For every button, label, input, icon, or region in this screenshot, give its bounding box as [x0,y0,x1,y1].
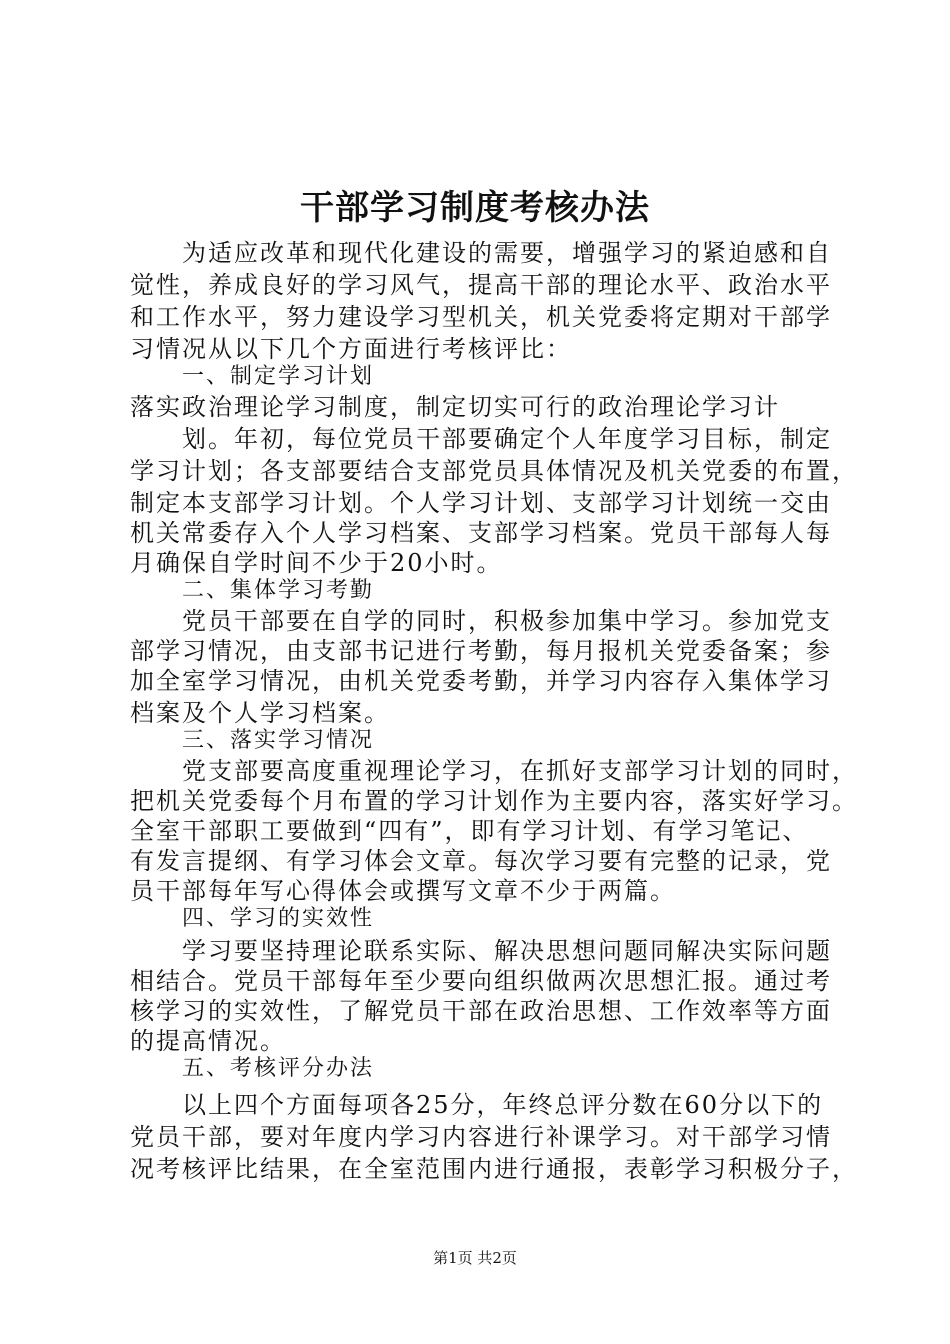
body-line: 落实政治理论学习制度，制定切实可行的政治理论学习计 [130,393,780,421]
document-title: 干部学习制度考核办法 [300,188,650,228]
section-heading: 一、制定学习计划 [182,364,375,389]
body-line: 有发言提纲、有学习体会文章。每次学习要有完整的记录，党 [130,847,832,875]
body-line: 况考核评比结果，在全室范围内进行通报，表彰学习积极分子， [130,1155,858,1183]
body-line: 部学习情况，由支部书记进行考勤，每月报机关党委备案；参 [130,637,832,665]
body-line: 档案及个人学习档案。 [130,699,390,727]
section-heading: 五、考核评分办法 [182,1056,375,1081]
body-line: 员干部每年写心得体会或撰写文章不少于两篇。 [130,877,676,905]
body-line: 相结合。党员干部每年至少要向组织做两次思想汇报。通过考 [130,967,832,995]
body-line: 核学习的实效性，了解党员干部在政治思想、工作效率等方面 [130,997,832,1025]
page-number: 第1页 共2页 [433,1249,517,1267]
body-line: 月确保自学时间不少于20小时。 [130,549,503,577]
body-line: 觉性，养成良好的学习风气，提高干部的理论水平、政治水平 [130,271,832,299]
body-line: 的提高情况。 [130,1027,286,1055]
body-line: 学习计划；各支部要结合支部党员具体情况及机关党委的布置， [130,457,858,485]
body-line: 加全室学习情况，由机关党委考勤，并学习内容存入集体学习 [130,667,832,695]
body-line: 为适应改革和现代化建设的需要，增强学习的紧迫感和自 [182,239,832,267]
body-line: 党员干部要在自学的同时，积极参加集中学习。参加党支 [182,607,832,635]
body-line: 制定本支部学习计划。个人学习计划、支部学习计划统一交由 [130,489,832,517]
body-line: 以上四个方面每项各25分，年终总评分数在60分以下的 [182,1091,824,1119]
body-line: 党支部要高度重视理论学习，在抓好支部学习计划的同时， [182,757,858,785]
body-line: 习情况从以下几个方面进行考核评比： [130,335,572,363]
body-line: 全室干部职工要做到“四有”，即有学习计划、有学习笔记、 [130,817,809,845]
section-heading: 三、落实学习情况 [182,728,375,753]
body-line: 机关常委存入个人学习档案、支部学习档案。党员干部每人每 [130,519,832,547]
body-line: 党员干部，要对年度内学习内容进行补课学习。对干部学习情 [130,1123,832,1151]
body-line: 把机关党委每个月布置的学习计划作为主要内容，落实好学习。 [130,787,858,815]
body-line: 划。年初，每位党员干部要确定个人年度学习目标，制定 [182,425,832,453]
body-line: 学习要坚持理论联系实际、解决思想问题同解决实际问题 [182,937,832,965]
section-heading: 二、集体学习考勤 [182,578,375,603]
section-heading: 四、学习的实效性 [182,906,375,931]
body-line: 和工作水平，努力建设学习型机关，机关党委将定期对干部学 [130,303,832,331]
